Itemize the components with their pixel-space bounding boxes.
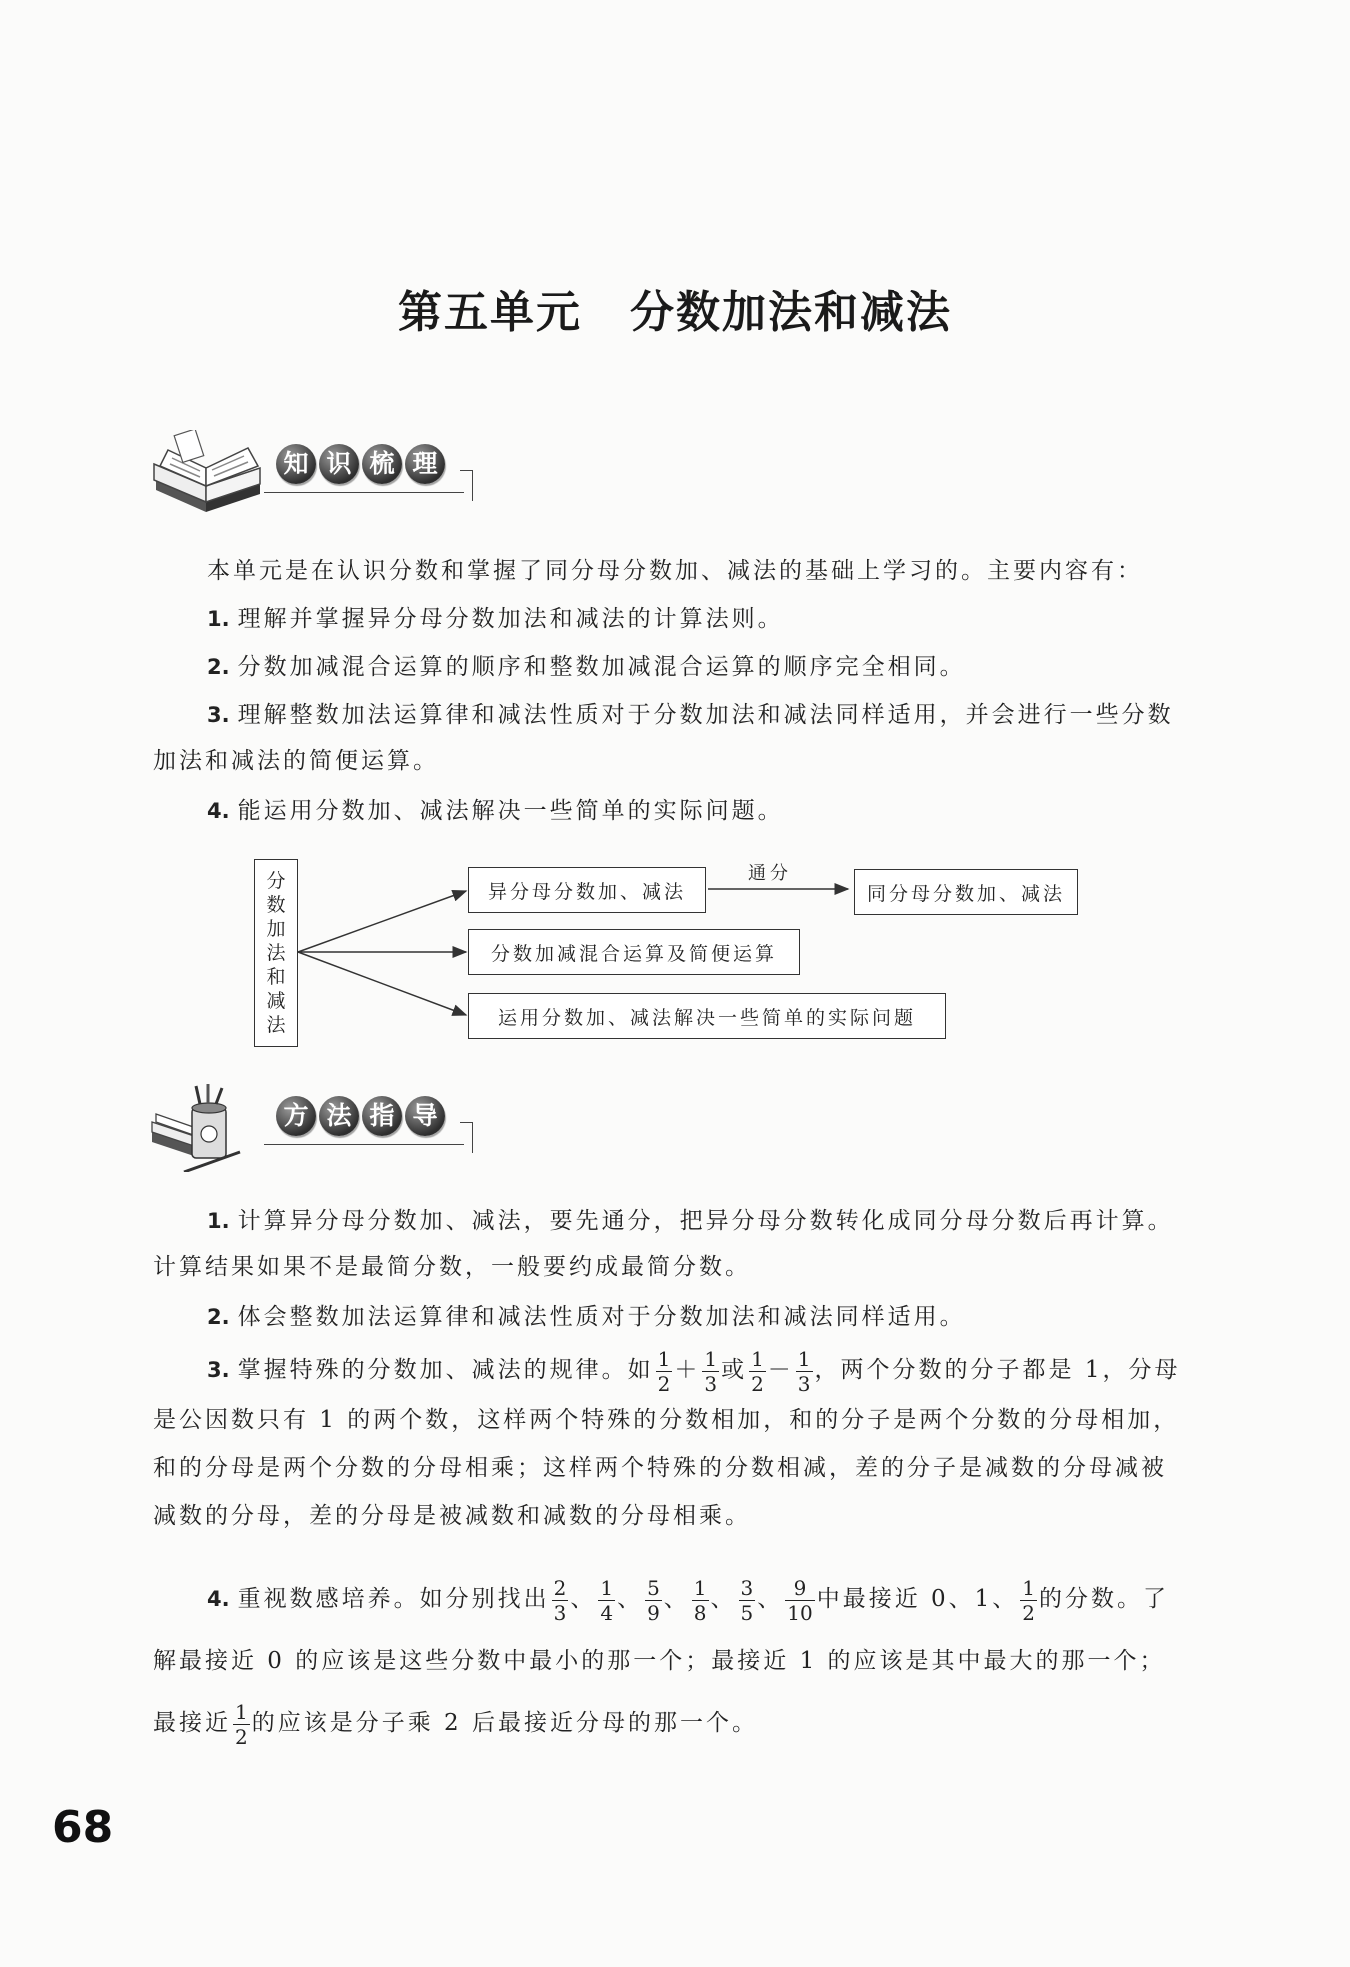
diagram-arrow-label: 通分 xyxy=(748,863,792,884)
fraction: $\frac{5}{9}$ xyxy=(647,1575,660,1625)
unit-name: 分数加法和减法 xyxy=(630,287,952,338)
fraction: $\frac{1}{2}$ xyxy=(657,1346,671,1396)
diagram-root-box: 分 数 加 法 和 减 法 xyxy=(254,859,298,1047)
fraction: $\frac{9}{10}$ xyxy=(787,1575,813,1625)
fraction: $\frac{1}{2}$ xyxy=(1022,1575,1036,1625)
fraction: $\frac{1}{3}$ xyxy=(797,1346,811,1396)
pencil-cup-icon xyxy=(148,1082,268,1172)
diagram-branch-3: 运用分数加、减法解决一些简单的实际问题 xyxy=(468,993,946,1039)
knowledge-diagram xyxy=(250,855,1090,1055)
page-number: 68 xyxy=(52,1802,114,1853)
header-underline xyxy=(264,1144,464,1145)
fraction: $\frac{1}{2}$ xyxy=(235,1699,248,1749)
fraction: $\frac{1}{2}$ xyxy=(751,1346,764,1396)
section1-item-2: 2. 分数加减混合运算的顺序和整数加减混合运算的顺序完全相同。 xyxy=(207,654,966,680)
fraction: $\frac{3}{5}$ xyxy=(740,1575,754,1625)
unit-number: 第五单元 xyxy=(398,287,582,338)
section-header-method xyxy=(148,1082,478,1172)
section1-item-4: 4. 能运用分数加、减法解决一些简单的实际问题。 xyxy=(207,798,784,824)
badge: 法 xyxy=(319,1096,359,1136)
fraction: $\frac{2}{3}$ xyxy=(553,1575,567,1625)
section-badges xyxy=(276,444,445,484)
badge: 导 xyxy=(405,1096,445,1136)
fraction: $\frac{1}{8}$ xyxy=(693,1575,707,1625)
diagram-branch-2: 分数加减混合运算及简便运算 xyxy=(468,929,800,975)
section1-item-1: 1. 理解并掌握异分母分数加法和减法的计算法则。 xyxy=(207,606,784,632)
badge: 理 xyxy=(405,444,445,484)
badge: 指 xyxy=(362,1096,402,1136)
section-header-knowledge xyxy=(148,430,478,520)
header-underline-tick xyxy=(460,1122,473,1153)
badge: 识 xyxy=(319,444,359,484)
fraction: $\frac{1}{4}$ xyxy=(600,1575,614,1625)
section2-item-3: 3. 掌握特殊的分数加、减法的规律。如 $\frac{1}{2}$ ＋ $\frac{1}{3}$ 或 $\frac{1}{2}$ － $\frac{1}{3}$ ，两个分数的分子都是 1，分母是公因数只有 1 的两个数，这样两个特殊的分数相加，和的分子是两个分数的分母相加，和的分母是两个分数的分母相乘；这样两个特殊的分数相减，差的分子是减数的分母减被减数的分母，差的分母是被减数和减数的分母相乘。 xyxy=(153,1346,1181,1529)
diagram-branch-1: 异分母分数加、减法 xyxy=(468,867,706,913)
header-underline xyxy=(264,492,464,493)
section1-item-3: 3. 理解整数加法运算律和减法性质对于分数加法和减法同样适用，并会进行一些分数加法和减法的简便运算。 xyxy=(153,702,1174,774)
section2-item-1: 1. 计算异分母分数加、减法，要先通分，把异分母分数转化成同分母分数后再计算。计算结果如果不是最简分数，一般要约成最简分数。 xyxy=(153,1208,1174,1280)
badge: 方 xyxy=(276,1096,316,1136)
section2-item-4: 4. 重视数感培养。如分别找出 $\frac{2}{3}$ 、 $\frac{1}{4}$ 、 $\frac{5}{9}$ 、 $\frac{1}{8}$ 、 $\frac{3}{5}$ 、 $\frac{9}{10}$ 中最接近 0、1、 $\frac{1}{2}$ 的分数。了解最接近 0 的应该是这些分数中最小的那一个；最接近 1 的应该是其中最大的那一个；最接近 $\frac{1}{2}$ 的应该是分子乘 2 后最接近分母的那一个。 xyxy=(153,1575,1170,1749)
fraction: $\frac{1}{3}$ xyxy=(704,1346,718,1396)
open-book-icon xyxy=(148,430,268,520)
badge: 梳 xyxy=(362,444,402,484)
section-badges xyxy=(276,1096,445,1136)
section2-item-2: 2. 体会整数加法运算律和减法性质对于分数加法和减法同样适用。 xyxy=(207,1304,966,1330)
header-underline-tick xyxy=(460,470,473,501)
section1-intro: 本单元是在认识分数和掌握了同分母分数加、减法的基础上学习的。主要内容有： xyxy=(207,558,1143,584)
unit-title xyxy=(0,276,1350,340)
diagram-branch-1-target: 同分母分数加、减法 xyxy=(854,869,1078,915)
badge: 知 xyxy=(276,444,316,484)
